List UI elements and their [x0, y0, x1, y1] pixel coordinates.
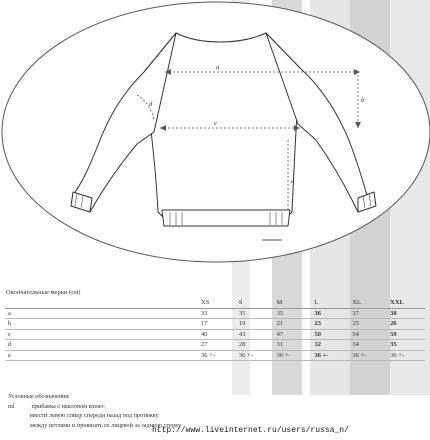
watermark-url[interactable]: http://www.liveinternet.ru/users/russa_n/: [152, 426, 349, 435]
table-cell: 26: [387, 319, 425, 330]
legend-line: ввести левую спицу спереди назад под протяжку: [30, 412, 159, 419]
table-cell: 54: [349, 329, 387, 340]
legend-entry: [8, 402, 181, 412]
row-label: d: [5, 340, 198, 351]
legend-line: между петлями и провязать ее лицевой за заднюю стенку: [30, 421, 182, 429]
table-row: [5, 350, 425, 361]
label-b: b: [361, 97, 365, 104]
table-cell: 36 +-: [311, 350, 349, 361]
table-cell: 37: [349, 308, 387, 319]
table-cell: 36 +-: [198, 350, 236, 361]
table-cell: 31: [274, 340, 312, 351]
table-cell: 19: [236, 319, 274, 330]
table-cell: 40: [198, 329, 236, 340]
size-header: S: [236, 298, 274, 308]
table-row: [5, 319, 425, 330]
table-title: Окончательные мерки (см): [6, 289, 81, 296]
table-cell: 38: [387, 308, 425, 319]
table-cell: 21: [274, 319, 312, 330]
table-row: [5, 329, 425, 340]
table-cell: 35: [274, 308, 312, 319]
table-header-row: [5, 298, 425, 308]
measurements-table: [5, 298, 425, 361]
row-label: b: [5, 319, 198, 330]
label-a: a: [216, 64, 220, 71]
row-label: a: [5, 308, 198, 319]
table-cell: 23: [311, 319, 349, 330]
table-cell: 36 +-: [387, 350, 425, 361]
table-cell: 27: [198, 340, 236, 351]
row-label: e: [5, 350, 198, 361]
row-label: c: [5, 329, 198, 340]
table-cell: 36 +-: [274, 350, 312, 361]
size-header: XL: [349, 298, 387, 308]
table-cell: 50: [311, 329, 349, 340]
legend: [8, 392, 181, 430]
table-cell: 36: [311, 308, 349, 319]
label-e: e: [291, 178, 294, 185]
table-cell: 34: [349, 340, 387, 351]
size-header: M: [274, 298, 312, 308]
legend-title: Условные обозначения:: [8, 393, 70, 400]
table-row: [5, 308, 425, 319]
table-cell: 25: [349, 319, 387, 330]
label-d: d: [149, 101, 153, 108]
table-cell: 36 +-: [236, 350, 274, 361]
size-header: XXL: [387, 298, 425, 308]
table-cell: 35: [387, 340, 425, 351]
table-cell: 28: [236, 340, 274, 351]
table-cell: 32: [311, 340, 349, 351]
legend-line: прибавка с наклоном влево:: [31, 402, 105, 410]
size-header: XS: [198, 298, 236, 308]
table-row: [5, 340, 425, 351]
table-cell: 33: [198, 308, 236, 319]
size-header: L: [311, 298, 349, 308]
legend-term: ml: [8, 402, 15, 410]
table-cell: 59: [387, 329, 425, 340]
table-cell: 43: [236, 329, 274, 340]
table-cell: 36 +-: [349, 350, 387, 361]
hem-rib: [162, 210, 290, 226]
table-cell: 17: [198, 319, 236, 330]
table-cell: 47: [274, 329, 312, 340]
table-cell: 35: [236, 308, 274, 319]
label-c: c: [214, 120, 217, 127]
